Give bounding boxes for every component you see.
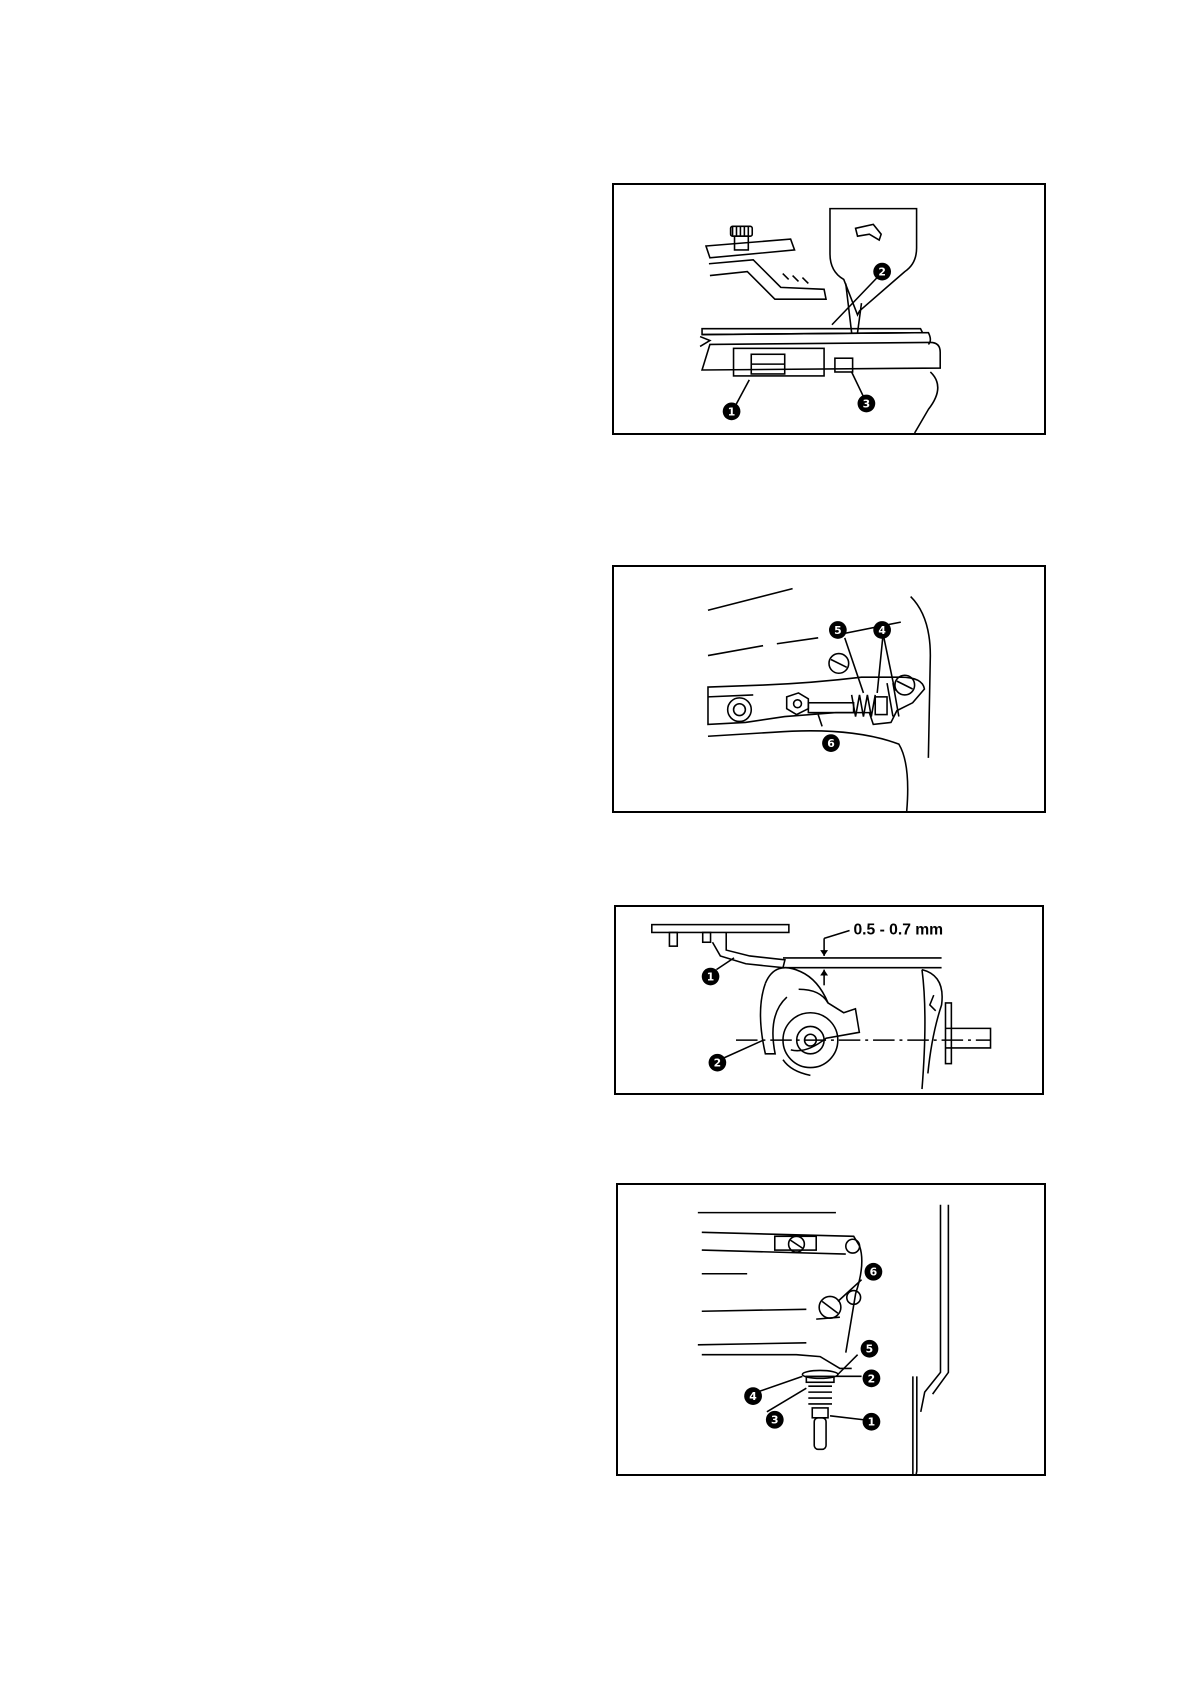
callout-1: 1 <box>727 405 736 419</box>
figure-4 <box>616 1183 1046 1476</box>
callout-5: 5 <box>865 1342 874 1356</box>
callout-4: 4 <box>878 623 886 637</box>
figure-3 <box>614 905 1044 1095</box>
callout-4: 4 <box>749 1390 757 1404</box>
callout-2: 2 <box>878 265 886 279</box>
figure-2 <box>612 565 1046 813</box>
callout-6: 6 <box>869 1265 878 1279</box>
callout-2: 2 <box>867 1372 876 1386</box>
callout-5: 5 <box>834 623 842 637</box>
figure-2-drawing <box>614 567 1044 811</box>
dimension-label: 0.5 - 0.7 mm <box>853 921 944 939</box>
callout-1: 1 <box>706 970 715 984</box>
callout-3: 3 <box>771 1413 779 1427</box>
figure-3-drawing <box>616 907 1042 1093</box>
figure-1 <box>612 183 1046 435</box>
callout-1: 1 <box>867 1415 876 1429</box>
figure-1-drawing <box>614 185 1044 433</box>
callout-2: 2 <box>713 1056 722 1070</box>
figure-4-drawing <box>618 1185 1044 1474</box>
callout-3: 3 <box>862 397 871 411</box>
callout-6: 6 <box>827 737 835 751</box>
